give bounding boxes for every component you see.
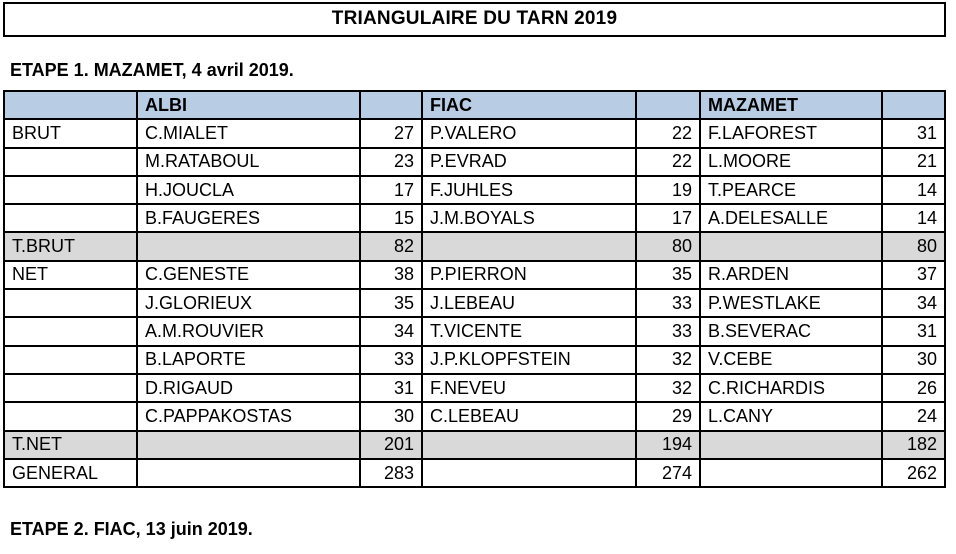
score-cell: 33 <box>636 317 700 345</box>
score-cell: 31 <box>882 119 945 147</box>
player-name-cell <box>700 232 882 260</box>
player-name-cell: V.CEBE <box>700 346 882 374</box>
score-cell: 15 <box>360 204 422 232</box>
score-cell: 30 <box>360 402 422 430</box>
player-name-cell: P.WESTLAKE <box>700 289 882 317</box>
score-cell: 33 <box>636 289 700 317</box>
score-cell: 22 <box>636 148 700 176</box>
player-name-cell: M.RATABOUL <box>137 148 360 176</box>
player-name-cell: J.LEBEAU <box>422 289 636 317</box>
score-cell: 262 <box>882 459 945 487</box>
table-row <box>4 402 945 430</box>
player-name-cell <box>422 431 636 459</box>
player-name-cell: L.MOORE <box>700 148 882 176</box>
score-cell: 27 <box>360 119 422 147</box>
score-cell: 37 <box>882 261 945 289</box>
player-name-cell <box>422 459 636 487</box>
header-score-cell <box>360 91 422 119</box>
row-label-cell <box>4 289 137 317</box>
score-cell: 23 <box>360 148 422 176</box>
score-cell: 80 <box>636 232 700 260</box>
player-name-cell: L.CANY <box>700 402 882 430</box>
row-label-cell <box>4 204 137 232</box>
club-header-cell: FIAC <box>422 91 636 119</box>
score-cell: 80 <box>882 232 945 260</box>
results-table <box>3 90 946 488</box>
header-score-cell <box>636 91 700 119</box>
header-score-cell <box>882 91 945 119</box>
etape1-heading: ETAPE 1. MAZAMET, 4 avril 2019. <box>10 60 294 80</box>
player-name-cell: B.SEVERAC <box>700 317 882 345</box>
table-row <box>4 459 945 487</box>
score-cell: 38 <box>360 261 422 289</box>
player-name-cell: C.GENESTE <box>137 261 360 289</box>
row-label-cell <box>4 402 137 430</box>
score-cell: 201 <box>360 431 422 459</box>
player-name-cell: A.DELESALLE <box>700 204 882 232</box>
player-name-cell <box>137 459 360 487</box>
score-cell: 82 <box>360 232 422 260</box>
row-label-cell <box>4 317 137 345</box>
player-name-cell: R.ARDEN <box>700 261 882 289</box>
table-row <box>4 431 945 459</box>
score-cell: 35 <box>636 261 700 289</box>
row-label-cell <box>4 176 137 204</box>
score-cell: 32 <box>636 346 700 374</box>
player-name-cell: J.M.BOYALS <box>422 204 636 232</box>
table-row <box>4 374 945 402</box>
player-name-cell <box>700 459 882 487</box>
row-label-cell: T.NET <box>4 431 137 459</box>
table-header-row <box>4 91 945 119</box>
player-name-cell <box>700 431 882 459</box>
player-name-cell: J.P.KLOPFSTEIN <box>422 346 636 374</box>
row-label-cell <box>4 346 137 374</box>
table-row <box>4 204 945 232</box>
player-name-cell: P.VALERO <box>422 119 636 147</box>
player-name-cell: B.FAUGERES <box>137 204 360 232</box>
player-name-cell: F.NEVEU <box>422 374 636 402</box>
player-name-cell: B.LAPORTE <box>137 346 360 374</box>
table-row <box>4 317 945 345</box>
score-cell: 32 <box>636 374 700 402</box>
row-label-cell: GENERAL <box>4 459 137 487</box>
score-cell: 24 <box>882 402 945 430</box>
score-cell: 33 <box>360 346 422 374</box>
player-name-cell <box>137 431 360 459</box>
player-name-cell: A.M.ROUVIER <box>137 317 360 345</box>
row-label-cell: NET <box>4 261 137 289</box>
player-name-cell: C.LEBEAU <box>422 402 636 430</box>
player-name-cell: F.LAFOREST <box>700 119 882 147</box>
score-cell: 17 <box>360 176 422 204</box>
player-name-cell: T.PEARCE <box>700 176 882 204</box>
score-cell: 34 <box>882 289 945 317</box>
player-name-cell: C.RICHARDIS <box>700 374 882 402</box>
table-row <box>4 176 945 204</box>
score-cell: 34 <box>360 317 422 345</box>
score-cell: 31 <box>882 317 945 345</box>
row-label-cell: T.BRUT <box>4 232 137 260</box>
score-cell: 29 <box>636 402 700 430</box>
score-cell: 30 <box>882 346 945 374</box>
player-name-cell: J.GLORIEUX <box>137 289 360 317</box>
player-name-cell <box>137 232 360 260</box>
player-name-cell: P.PIERRON <box>422 261 636 289</box>
score-cell: 14 <box>882 176 945 204</box>
score-cell: 26 <box>882 374 945 402</box>
player-name-cell: H.JOUCLA <box>137 176 360 204</box>
player-name-cell: C.PAPPAKOSTAS <box>137 402 360 430</box>
player-name-cell: P.EVRAD <box>422 148 636 176</box>
player-name-cell: F.JUHLES <box>422 176 636 204</box>
table-row <box>4 119 945 147</box>
etape2-heading: ETAPE 2. FIAC, 13 juin 2019. <box>10 519 253 539</box>
club-header-cell: ALBI <box>137 91 360 119</box>
table-row <box>4 261 945 289</box>
table-row <box>4 289 945 317</box>
document-title: TRIANGULAIRE DU TARN 2019 <box>3 2 946 37</box>
score-cell: 35 <box>360 289 422 317</box>
player-name-cell: T.VICENTE <box>422 317 636 345</box>
table-row <box>4 232 945 260</box>
score-cell: 19 <box>636 176 700 204</box>
score-cell: 194 <box>636 431 700 459</box>
table-row <box>4 148 945 176</box>
row-label-cell: BRUT <box>4 119 137 147</box>
corner-cell <box>4 91 137 119</box>
score-cell: 274 <box>636 459 700 487</box>
player-name-cell: D.RIGAUD <box>137 374 360 402</box>
score-cell: 31 <box>360 374 422 402</box>
player-name-cell <box>422 232 636 260</box>
results-table-body <box>4 91 945 487</box>
score-cell: 17 <box>636 204 700 232</box>
score-cell: 22 <box>636 119 700 147</box>
score-cell: 283 <box>360 459 422 487</box>
row-label-cell <box>4 148 137 176</box>
table-row <box>4 346 945 374</box>
score-cell: 14 <box>882 204 945 232</box>
club-header-cell: MAZAMET <box>700 91 882 119</box>
score-cell: 21 <box>882 148 945 176</box>
score-cell: 182 <box>882 431 945 459</box>
row-label-cell <box>4 374 137 402</box>
player-name-cell: C.MIALET <box>137 119 360 147</box>
